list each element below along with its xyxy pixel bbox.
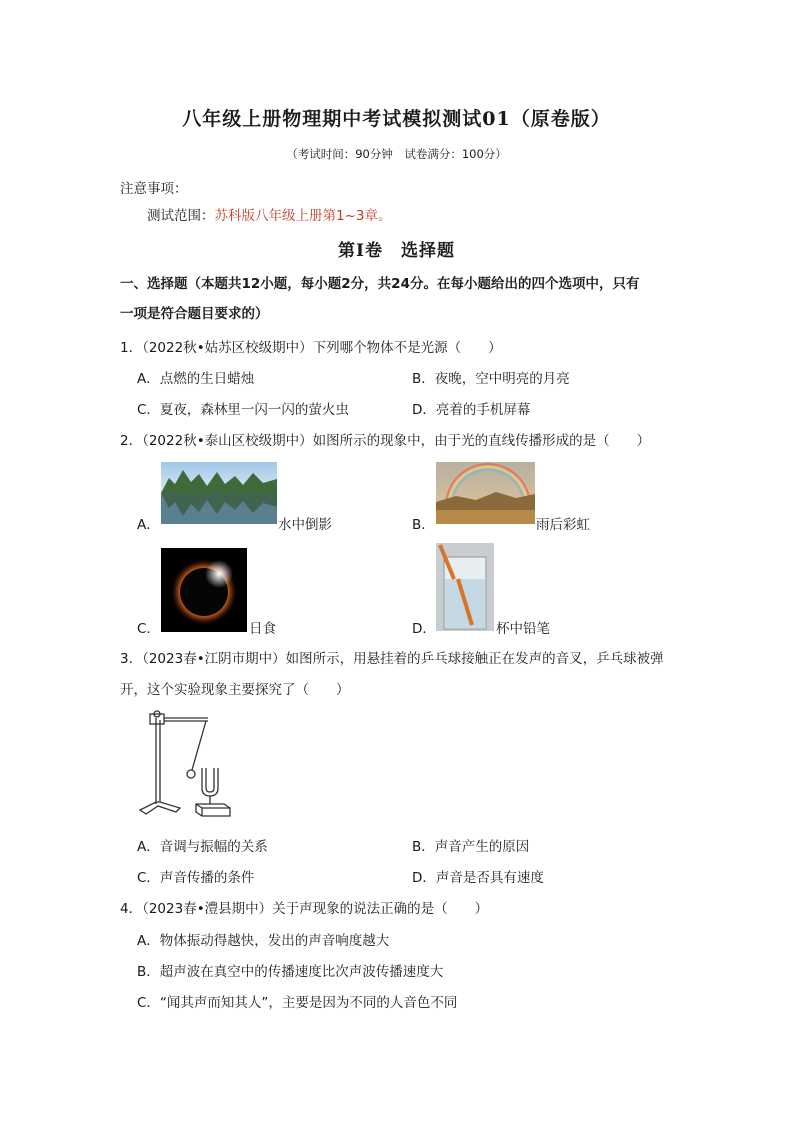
- q3-option-c: C．声音传播的条件: [137, 870, 255, 886]
- pencil-in-glass-image: [436, 543, 494, 631]
- notes-heading: 注意事项：: [120, 181, 188, 197]
- q3-stem-line1: 3．（2023春•江阴市期中）如图所示，用悬挂着的乒乓球接触正在发声的音叉，乒乓球被弹: [120, 651, 664, 667]
- exam-info: （考试时间：90分钟 试卷满分：100分）: [286, 147, 507, 161]
- solar-eclipse-image: [161, 548, 247, 632]
- q2-option-c-caption: 日食: [249, 621, 276, 637]
- q1-option-b: B．夜晚，空中明亮的月亮: [412, 371, 570, 387]
- q3-option-d: D．声音是否具有速度: [412, 870, 544, 886]
- page-title: 八年级上册物理期中考试模拟测试01（原卷版）: [182, 108, 611, 130]
- q1-option-d: D．亮着的手机屏幕: [412, 402, 531, 418]
- q2-option-d-label: D．: [412, 621, 436, 637]
- q1-option-a: A．点燃的生日蜡烛: [137, 371, 255, 387]
- rainbow-image: [436, 462, 535, 524]
- q2-option-d-caption: 杯中铅笔: [496, 621, 550, 637]
- q2-option-a-caption: 水中倒影: [278, 517, 332, 533]
- q1-option-c: C．夏夜，森林里一闪一闪的萤火虫: [137, 402, 349, 418]
- q2-option-b-label: B．: [412, 517, 435, 533]
- q3-stem-line2: 开，这个实验现象主要探究了（ ）: [120, 682, 350, 698]
- q1-stem: 1．（2022秋•姑苏区校级期中）下列哪个物体不是光源（ ）: [120, 340, 502, 356]
- q2-stem: 2．（2022秋•泰山区校级期中）如图所示的现象中，由于光的直线传播形成的是（ ）: [120, 433, 651, 449]
- part1-instructions-line1: 一、选择题（本题共12小题，每小题2分，共24分。在每小题给出的四个选项中，只有: [120, 276, 640, 292]
- tuning-fork-diagram: [136, 708, 236, 820]
- part1-instructions-line2: 一项是符合题目要求的）: [120, 306, 269, 322]
- q4-option-a: A．物体振动得越快，发出的声音响度越大: [137, 933, 390, 949]
- mountain-reflection-image: [161, 462, 277, 524]
- test-scope: [147, 204, 392, 224]
- q2-option-a-label: A．: [137, 517, 160, 533]
- q4-option-b: B．超声波在真空中的传播速度比次声波传播速度大: [137, 964, 444, 980]
- q2-option-c-label: C．: [137, 621, 160, 637]
- q4-option-c: C．“闻其声而知其人”，主要是因为不同的人音色不同: [137, 995, 458, 1011]
- section-title: 第Ⅰ卷 选择题: [338, 241, 455, 261]
- test-scope-label: 测试范围：: [147, 208, 215, 224]
- q2-option-b-caption: 雨后彩虹: [536, 517, 590, 533]
- q3-option-a: A．音调与振幅的关系: [137, 839, 268, 855]
- q3-option-b: B．声音产生的原因: [412, 839, 530, 855]
- q4-stem: 4．（2023春•澧县期中）关于声现象的说法正确的是（ ）: [120, 901, 489, 917]
- test-scope-value: 苏科版八年级上册第1~3章。: [214, 208, 392, 224]
